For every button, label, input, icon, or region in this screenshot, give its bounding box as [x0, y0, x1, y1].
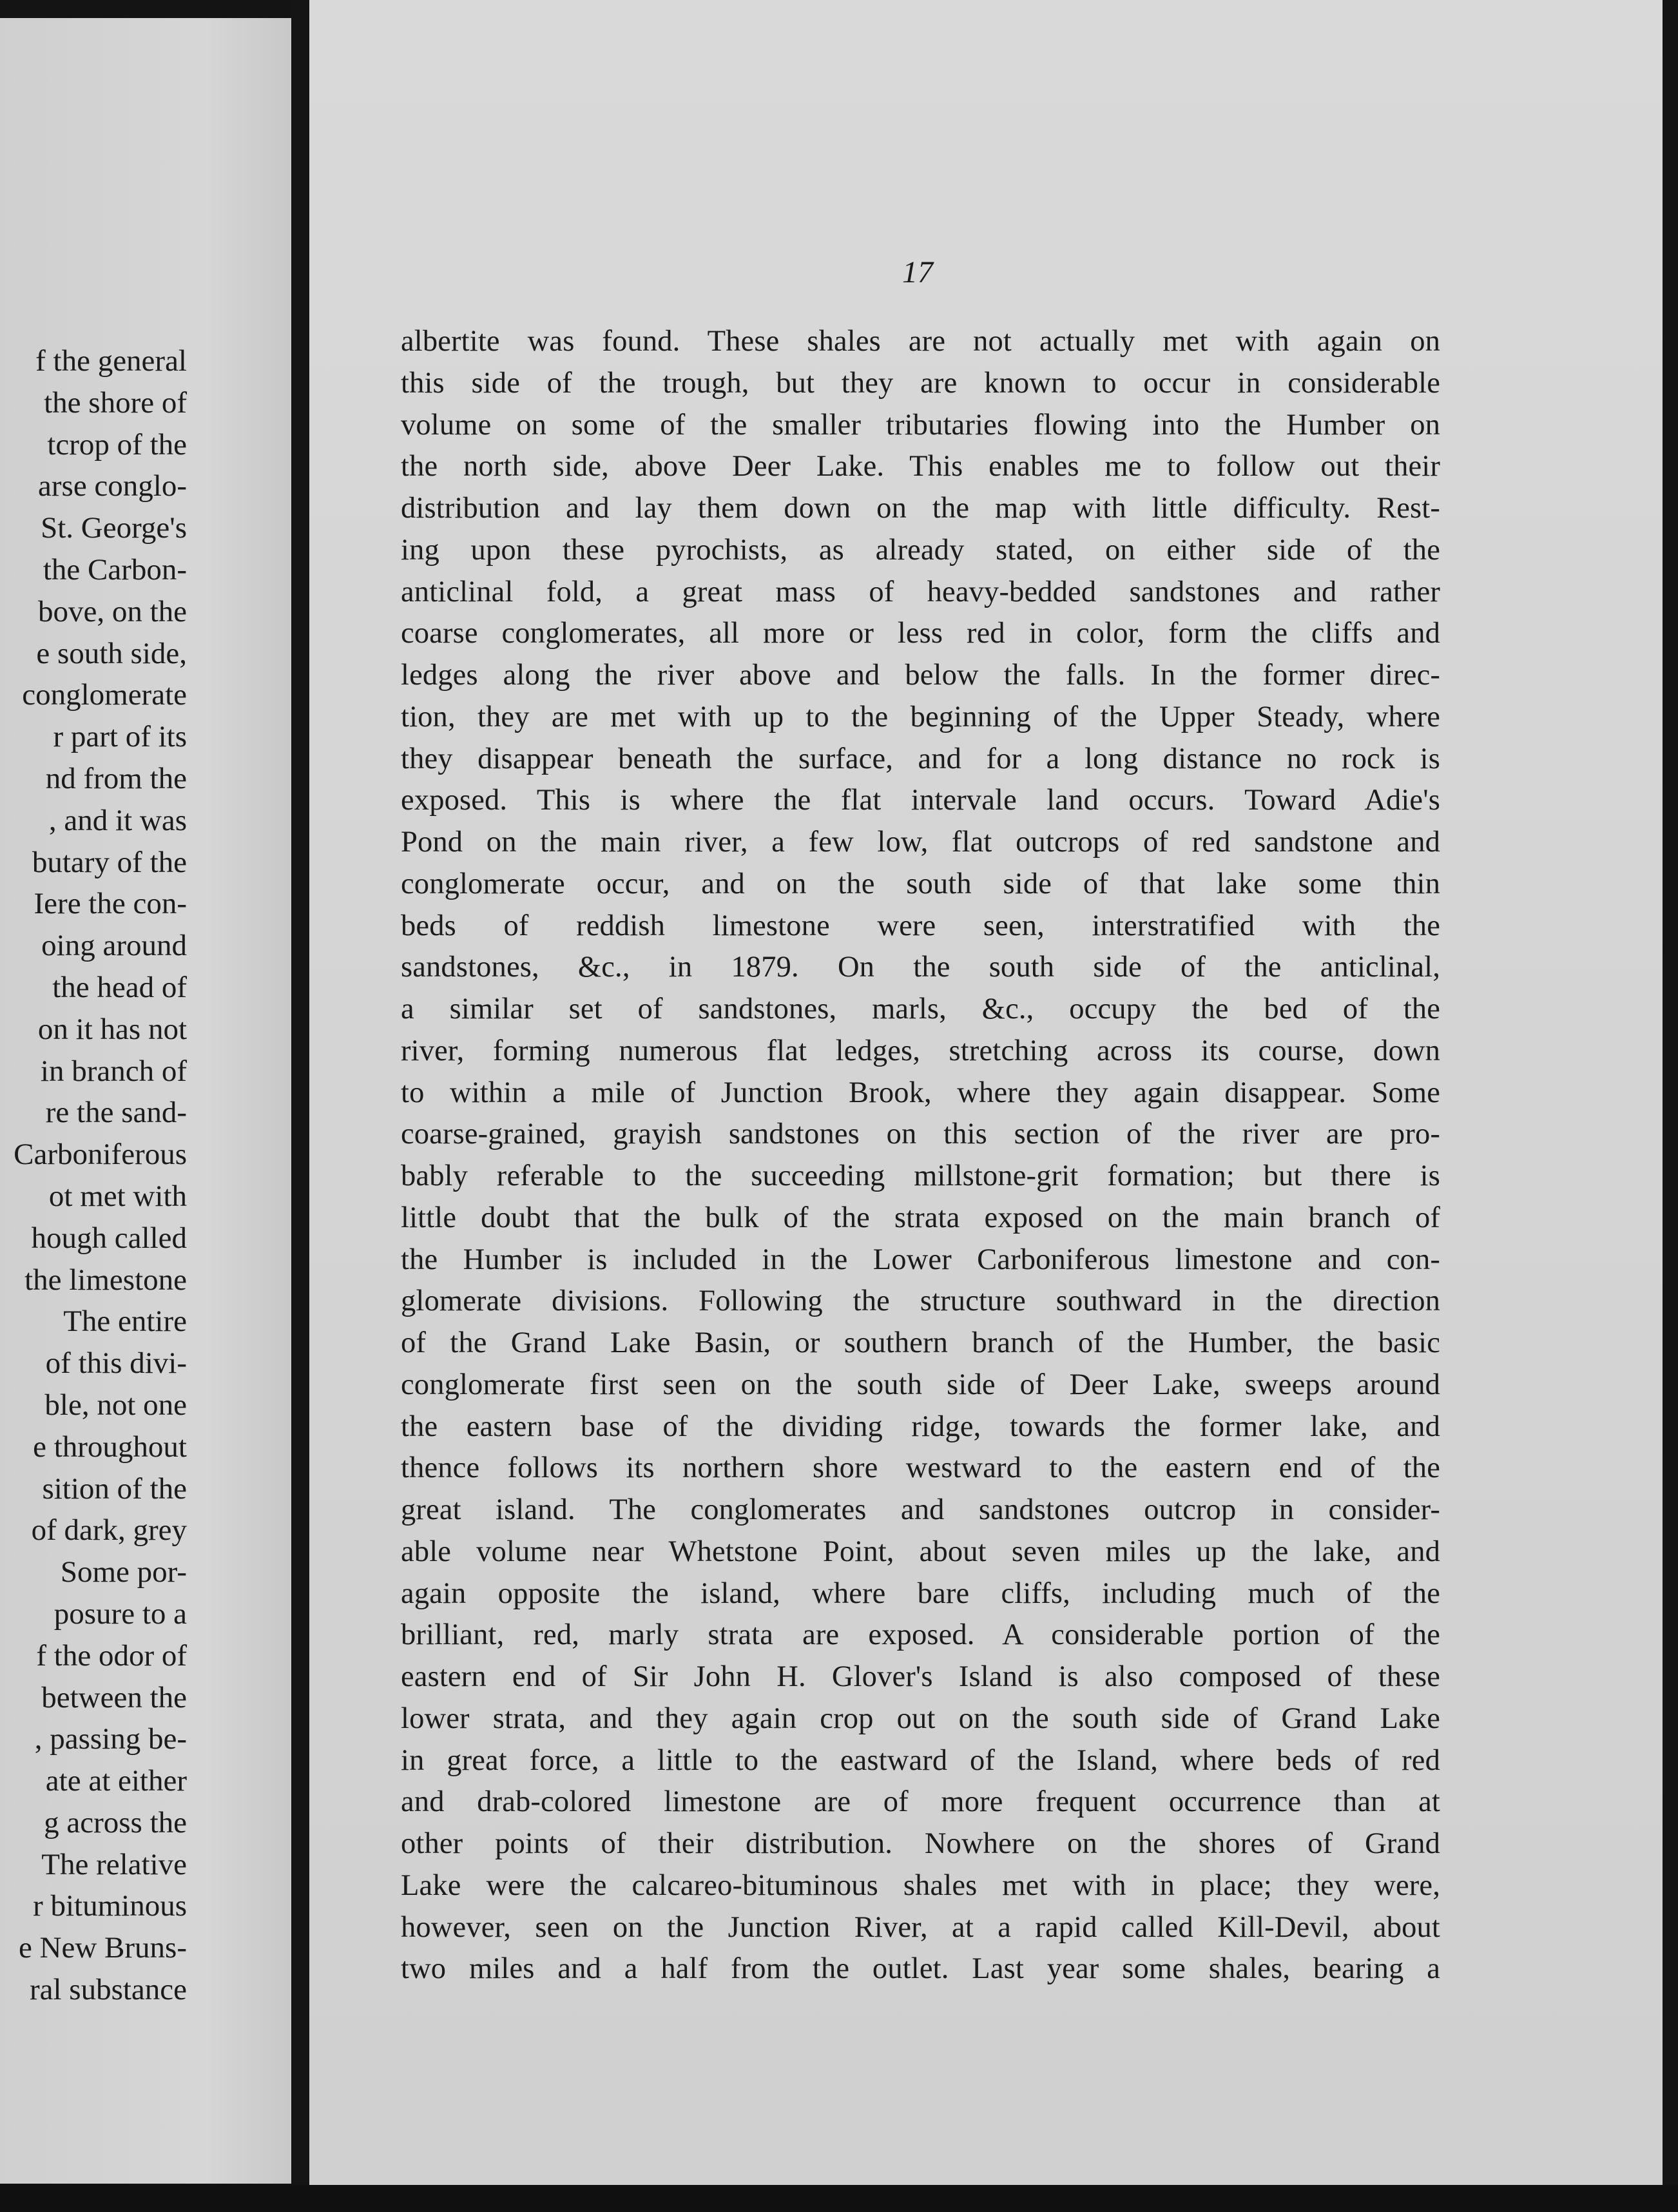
- left-page-line: nd from the: [45, 761, 187, 795]
- body-text-line: other points of their distribution. Nowhere on the shores of Grand: [401, 1827, 1440, 1860]
- body-text-line: volume on some of the smaller tributaries flowing into the Humber on: [401, 408, 1440, 441]
- body-text-line: eastern end of Sir John H. Glover's Island is also composed of these: [401, 1660, 1440, 1693]
- left-page-line: ble, not one: [44, 1388, 187, 1422]
- body-text-line: great island. The conglomerates and sandstones outcrop in consider-: [401, 1493, 1440, 1526]
- left-page-line: e New Bruns-: [18, 1931, 187, 1965]
- body-text-line: distribution and lay them down on the map with little difficulty. Rest-: [401, 492, 1440, 525]
- left-page-line: the limestone: [24, 1263, 187, 1297]
- left-page-line: tcrop of the: [47, 427, 187, 461]
- left-page-line: the Carbon-: [43, 552, 187, 587]
- body-text-line: two miles and a half from the outlet. Last year some shales, bearing a: [401, 1952, 1440, 1986]
- left-page-line: between the: [41, 1680, 187, 1714]
- left-page-line: of dark, grey: [31, 1513, 187, 1547]
- left-page-line: butary of the: [32, 845, 187, 879]
- body-text-line: tion, they are met with up to the beginning of the Upper Steady, where: [401, 700, 1440, 733]
- body-text: [401, 321, 1440, 1990]
- left-page-line: The relative: [41, 1847, 187, 1881]
- left-page-line: the head of: [52, 970, 187, 1004]
- left-page-line: f the general: [35, 344, 187, 378]
- body-text-line: the north side, above Deer Lake. This enables me to follow out their: [401, 450, 1440, 483]
- scan-bottom-edge: [0, 2185, 1678, 2212]
- left-page-line: re the sand-: [45, 1096, 187, 1130]
- body-text-line: coarse-grained, grayish sandstones on this section of the river are pro-: [401, 1118, 1440, 1151]
- left-page-line: in branch of: [40, 1054, 187, 1088]
- left-page-line: ot met with: [48, 1179, 187, 1213]
- left-page-line: The entire: [63, 1305, 187, 1339]
- left-page-line: arse conglo-: [38, 469, 187, 503]
- left-page-line: on it has not: [37, 1012, 187, 1046]
- body-text-line: the eastern base of the dividing ridge, towards the former lake, and: [401, 1410, 1440, 1443]
- body-text-line: coarse conglomerates, all more or less red in color, form the cliffs and: [401, 617, 1440, 650]
- body-text-line: glomerate divisions. Following the structure southward in the direction: [401, 1285, 1440, 1318]
- left-page-line: ate at either: [45, 1764, 187, 1798]
- left-page-line: ral substance: [29, 1973, 187, 2007]
- left-page-line: Iere the con-: [34, 887, 187, 921]
- body-text-line: albertite was found. These shales are not actually met with again on: [401, 325, 1440, 358]
- body-text-line: sandstones, &c., in 1879. On the south side of the anticlinal,: [401, 951, 1440, 984]
- book-gutter: [291, 0, 309, 2212]
- body-text-line: brilliant, red, marly strata are exposed. A considerable portion of the: [401, 1618, 1440, 1652]
- left-page-line: sition of the: [42, 1471, 187, 1506]
- body-text-line: to within a mile of Junction Brook, where they again disappear. Some: [401, 1076, 1440, 1109]
- body-text-line: conglomerate occur, and on the south side of that lake some thin: [401, 867, 1440, 900]
- body-text-line: ing upon these pyrochists, as already stated, on either side of the: [401, 533, 1440, 567]
- body-text-line: they disappear beneath the surface, and for a long distance no rock is: [401, 742, 1440, 775]
- body-text-line: bably referable to the succeeding millstone-grit formation; but there is: [401, 1159, 1440, 1192]
- body-text-line: exposed. This is where the flat intervale land occurs. Toward Adie's: [401, 784, 1440, 817]
- body-text-line: in great force, a little to the eastward of the Island, where beds of red: [401, 1743, 1440, 1777]
- left-page-line: hough called: [31, 1221, 187, 1255]
- left-page-line: conglomerate: [22, 678, 187, 712]
- left-page-text: [0, 340, 187, 2011]
- left-page-line: e south side,: [36, 636, 187, 670]
- body-text-line: Lake were the calcareo-bituminous shales met with in place; they were,: [401, 1868, 1440, 1902]
- body-text-line: of the Grand Lake Basin, or southern branch of the Humber, the basic: [401, 1326, 1440, 1359]
- body-text-line: again opposite the island, where bare cliffs, including much of the: [401, 1577, 1440, 1610]
- left-page-line: , passing be-: [34, 1722, 187, 1756]
- left-page-line: Some por-: [60, 1555, 187, 1589]
- left-page: [0, 18, 291, 2184]
- body-text-line: ledges along the river above and below the falls. In the former direc-: [401, 659, 1440, 692]
- body-text-line: a similar set of sandstones, marls, &c., occupy the bed of the: [401, 993, 1440, 1025]
- left-page-line: St. George's: [41, 511, 187, 545]
- body-text-line: however, seen on the Junction River, at a rapid called Kill-Devil, about: [401, 1910, 1440, 1944]
- left-page-line: , and it was: [48, 803, 187, 837]
- left-page-line: of this divi-: [45, 1346, 187, 1381]
- body-text-line: Pond on the main river, a few low, flat outcrops of red sandstone and: [401, 826, 1440, 859]
- body-text-line: lower strata, and they again crop out on the south side of Grand Lake: [401, 1702, 1440, 1735]
- left-page-line: Carboniferous: [14, 1138, 187, 1172]
- body-text-line: the Humber is included in the Lower Carboniferous limestone and con-: [401, 1243, 1440, 1276]
- left-page-line: r bituminous: [33, 1889, 187, 1923]
- body-text-line: beds of reddish limestone were seen, interstratified with the: [401, 909, 1440, 942]
- body-text-line: and drab-colored limestone are of more frequent occurrence than at: [401, 1785, 1440, 1819]
- body-text-line: conglomerate first seen on the south side of Deer Lake, sweeps around: [401, 1368, 1440, 1401]
- left-page-line: oing around: [41, 929, 187, 963]
- body-text-line: this side of the trough, but they are known to occur in considerable: [401, 366, 1440, 400]
- left-page-line: the shore of: [44, 385, 187, 420]
- left-page-line: posure to a: [53, 1596, 187, 1631]
- left-page-line: f the odor of: [36, 1638, 187, 1673]
- page-number: 17: [902, 255, 933, 289]
- body-text-line: anticlinal fold, a great mass of heavy-bedded sandstones and rather: [401, 575, 1440, 608]
- body-text-line: thence follows its northern shore westward to the eastern end of the: [401, 1451, 1440, 1485]
- left-page-line: r part of its: [53, 720, 187, 754]
- body-text-line: river, forming numerous flat ledges, stretching across its course, down: [401, 1034, 1440, 1067]
- left-page-line: bove, on the: [37, 594, 187, 628]
- left-page-line: g across the: [44, 1805, 187, 1839]
- body-text-line: able volume near Whetstone Point, about seven miles up the lake, and: [401, 1535, 1440, 1568]
- left-page-line: e throughout: [33, 1430, 187, 1464]
- body-text-line: little doubt that the bulk of the strata exposed on the main branch of: [401, 1201, 1440, 1234]
